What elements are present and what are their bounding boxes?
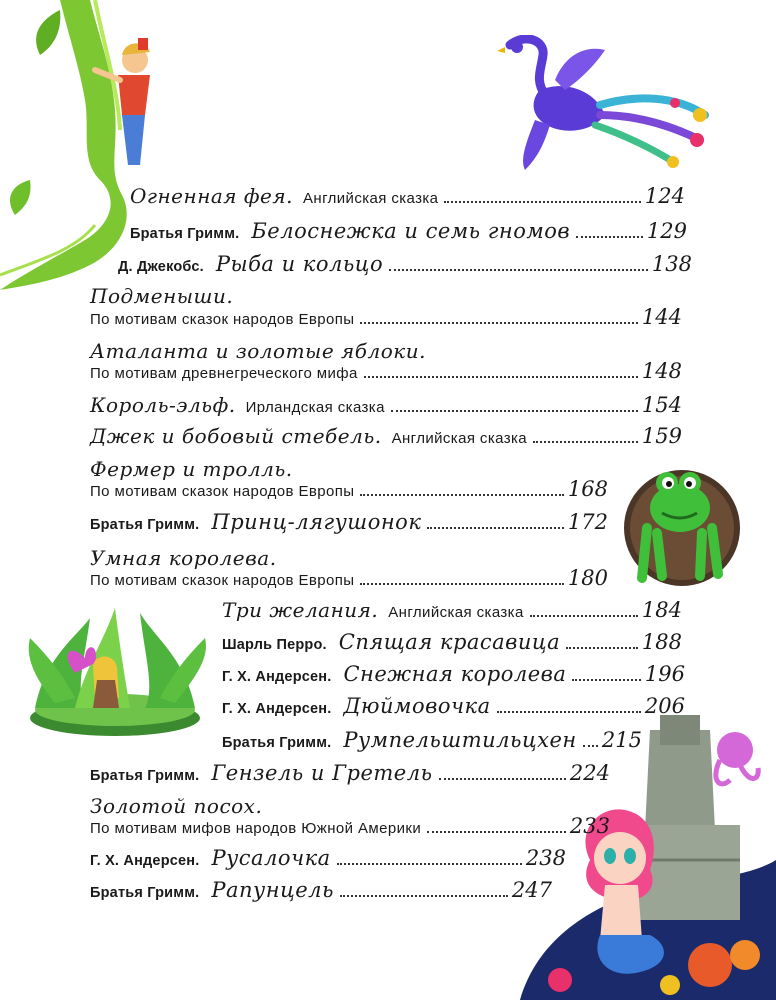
toc-page-number: 159	[641, 424, 682, 448]
toc-author: Г. Х. Андерсен.	[90, 853, 200, 869]
toc-page-number: 238	[525, 846, 566, 870]
toc-title: Принц-лягушонок	[211, 510, 422, 534]
toc-dot-leader	[427, 831, 566, 833]
toc-author: Шарль Перро.	[222, 637, 327, 653]
toc-entry[interactable]	[90, 477, 608, 501]
toc-title: Король-эльф.	[90, 393, 236, 417]
toc-dot-leader	[576, 236, 643, 238]
toc-title: Рыба и кольцо	[215, 252, 384, 276]
toc-entry[interactable]	[90, 510, 608, 534]
toc-entry[interactable]	[222, 662, 685, 686]
toc-author: Братья Гримм.	[222, 735, 332, 751]
toc-page-number: 188	[641, 630, 682, 654]
toc-entry[interactable]	[222, 694, 685, 718]
toc-subtitle: Английская сказка	[302, 190, 439, 207]
beanstalk-with-boy-illustration	[0, 0, 160, 290]
toc-author: Братья Гримм.	[130, 226, 240, 242]
toc-subtitle: По мотивам сказок народов Европы	[90, 483, 355, 500]
toc-subtitle: Английская сказка	[391, 430, 528, 447]
toc-title: Снежная королева	[343, 662, 567, 686]
toc-dot-leader	[389, 269, 648, 271]
toc-entry[interactable]	[90, 878, 552, 902]
toc-title: Спящая красавица	[338, 630, 561, 654]
toc-dot-leader	[530, 615, 638, 617]
toc-page-number: 129	[646, 219, 687, 243]
toc-entry[interactable]	[222, 728, 642, 752]
toc-entry[interactable]	[90, 424, 682, 448]
toc-page-number: 172	[567, 510, 608, 534]
toc-dot-leader	[533, 441, 638, 443]
toc-author: Братья Гримм.	[90, 768, 200, 784]
toc-page-number: 247	[511, 878, 552, 902]
toc-entry[interactable]	[90, 566, 608, 590]
toc-author: Братья Гримм.	[90, 885, 200, 901]
toc-title[interactable]: Золотой посох.	[90, 794, 263, 818]
thumbelina-flower-illustration	[15, 598, 220, 743]
toc-title: Гензель и Гретель	[211, 761, 433, 785]
toc-dot-leader	[566, 647, 638, 649]
toc-dot-leader	[337, 863, 522, 865]
frog-prince-illustration	[622, 448, 740, 588]
toc-subtitle: Ирландская сказка	[245, 399, 385, 416]
toc-author: Д. Джекобс.	[118, 259, 204, 275]
toc-title[interactable]: Аталанта и золотые яблоки.	[90, 339, 426, 363]
toc-dot-leader	[444, 201, 640, 203]
toc-page-number: 215	[601, 728, 642, 752]
toc-entry[interactable]	[118, 252, 692, 276]
toc-page-number: 206	[644, 694, 685, 718]
toc-entry[interactable]	[130, 219, 687, 243]
toc-dot-leader	[360, 494, 563, 496]
toc-title[interactable]: Подменыши.	[90, 284, 234, 308]
toc-page-number: 138	[651, 252, 692, 276]
toc-entry[interactable]	[222, 598, 682, 622]
toc-title: Белоснежка и семь гномов	[251, 219, 571, 243]
toc-author: Братья Гримм.	[90, 517, 200, 533]
toc-dot-leader	[364, 376, 638, 378]
toc-page-number: 148	[641, 359, 682, 383]
toc-title[interactable]: Фермер и тролль.	[90, 457, 293, 481]
toc-entry[interactable]	[90, 761, 610, 785]
toc-title[interactable]: Умная королева.	[90, 546, 277, 570]
toc-title: Румпельштильцхен	[343, 728, 577, 752]
toc-page-number: 124	[644, 184, 685, 208]
toc-entry[interactable]	[90, 393, 682, 417]
toc-subtitle: По мотивам сказок народов Европы	[90, 311, 355, 328]
toc-entry[interactable]	[90, 305, 682, 329]
toc-page-number: 180	[567, 566, 608, 590]
toc-author: Г. Х. Андерсен.	[222, 669, 332, 685]
toc-dot-leader	[340, 895, 508, 897]
toc-page-number: 184	[641, 598, 682, 622]
toc-page-number: 154	[641, 393, 682, 417]
toc-entry[interactable]	[90, 359, 682, 383]
firebird-illustration	[495, 35, 720, 175]
toc-entry[interactable]	[90, 814, 610, 838]
toc-entry[interactable]	[222, 630, 682, 654]
toc-title: Огненная фея.	[130, 184, 293, 208]
toc-page-number: 224	[569, 761, 610, 785]
toc-title: Джек и бобовый стебель.	[90, 424, 382, 448]
toc-dot-leader	[572, 679, 640, 681]
toc-title: Дюймовочка	[343, 694, 491, 718]
toc-dot-leader	[360, 583, 563, 585]
toc-entry[interactable]	[90, 846, 566, 870]
toc-page-number: 196	[644, 662, 685, 686]
toc-title: Три желания.	[222, 598, 379, 622]
toc-page-number: 144	[641, 305, 682, 329]
toc-dot-leader	[439, 778, 566, 780]
toc-dot-leader	[583, 745, 598, 747]
toc-title: Русалочка	[211, 846, 331, 870]
toc-subtitle: По мотивам сказок народов Европы	[90, 572, 355, 589]
toc-subtitle: По мотивам древнегреческого мифа	[90, 365, 358, 382]
toc-title: Рапунцель	[211, 878, 334, 902]
toc-dot-leader	[497, 711, 641, 713]
toc-page-number: 168	[567, 477, 608, 501]
toc-entry[interactable]	[130, 184, 685, 208]
toc-author: Г. Х. Андерсен.	[222, 701, 332, 717]
toc-page-number: 233	[569, 814, 610, 838]
toc-dot-leader	[391, 410, 638, 412]
toc-dot-leader	[360, 322, 637, 324]
toc-subtitle: По мотивам мифов народов Южной Америки	[90, 820, 422, 837]
toc-dot-leader	[427, 527, 564, 529]
toc-subtitle: Английская сказка	[388, 604, 524, 621]
